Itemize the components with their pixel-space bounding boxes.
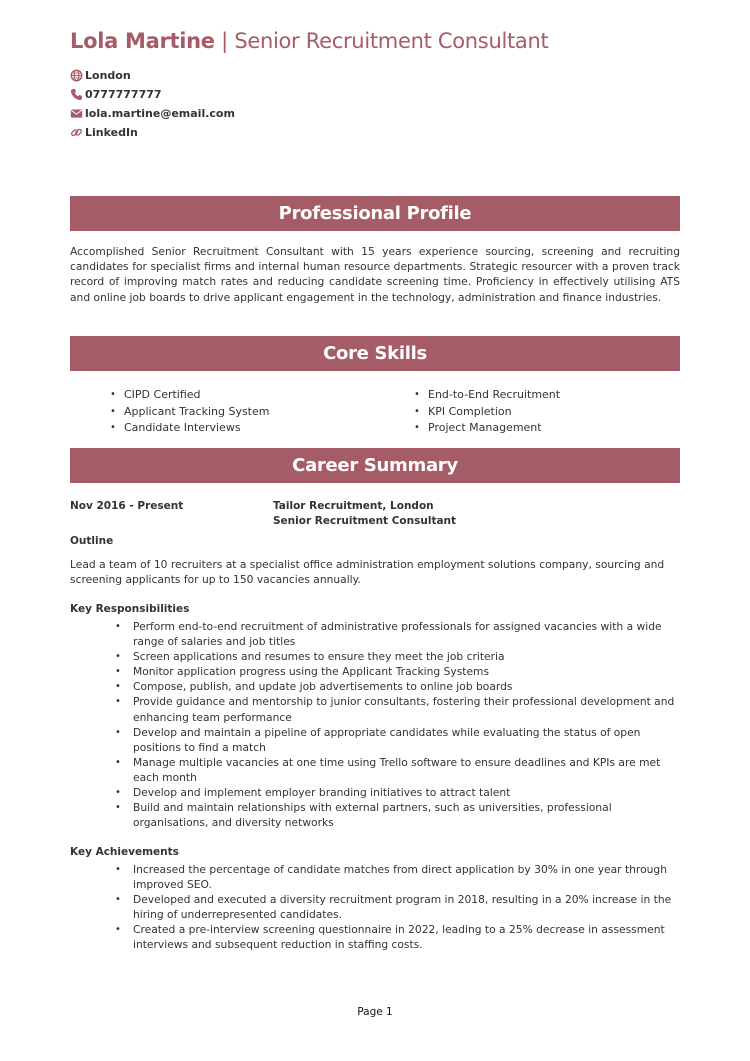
list-item: • Perform end-to-end recruitment of administrative professionals for assigned vacancies with a wide range of salaries and job titles <box>70 619 678 649</box>
achievements-label: Key Achievements <box>70 846 179 858</box>
envelope-icon <box>70 107 83 120</box>
skill-item: • Candidate Interviews <box>110 420 269 437</box>
contact-phone-text: 0777777777 <box>85 88 162 101</box>
skill-item: • Project Management <box>414 420 560 437</box>
contact-linkedin-text[interactable]: LinkedIn <box>85 126 138 139</box>
list-item: • Compose, publish, and update job advertisements to online job boards <box>70 679 678 694</box>
outline-text: Lead a team of 10 recruiters at a specialist office administration employment solutions company, sourcing and screening applicants for up to 150 vacancies annually. <box>70 558 665 587</box>
list-item: • Screen applications and resumes to ensure they meet the job criteria <box>70 649 678 664</box>
list-item: • Build and maintain relationships with external partners, such as universities, professional organisations, and diversity networks <box>70 800 678 830</box>
contact-linkedin[interactable] <box>70 123 235 142</box>
title-separator: | <box>221 29 228 53</box>
achievements-list <box>70 862 680 953</box>
header-title <box>70 29 548 53</box>
skills-column-right <box>414 387 560 437</box>
skill-item: • Applicant Tracking System <box>110 404 269 421</box>
skill-item: • KPI Completion <box>414 404 560 421</box>
candidate-name: Lola Martine <box>70 29 215 53</box>
job-date: Nov 2016 - Present <box>70 500 184 512</box>
skills-heading: Core Skills <box>70 336 680 371</box>
list-item: • Develop and implement employer branding initiatives to attract talent <box>70 785 678 800</box>
responsibilities-label: Key Responsibilities <box>70 603 190 615</box>
contact-email[interactable] <box>70 104 235 123</box>
contact-email-text[interactable]: lola.martine@email.com <box>85 107 235 120</box>
responsibilities-list <box>70 619 680 830</box>
contact-phone <box>70 85 235 104</box>
skill-item: • CIPD Certified <box>110 387 269 404</box>
contact-list <box>70 66 235 142</box>
list-item: • Provide guidance and mentorship to junior consultants, fostering their professional development and enhancing team performance <box>70 694 678 724</box>
list-item: • Monitor application progress using the Applicant Tracking Systems <box>70 664 678 679</box>
candidate-title: Senior Recruitment Consultant <box>234 29 549 53</box>
profile-text: Accomplished Senior Recruitment Consultant with 15 years experience sourcing, screening and recruiting candidates for specialist firms and internal human resource departments. Strategic resourcer with a proven track record of improving match rates and reducing candidate screening time. Proficiency in effectively utilising ATS and online job boards to drive applicant engagement in the technology, administration and finance industries. <box>70 245 680 304</box>
job-company: Tailor Recruitment, London <box>273 500 434 512</box>
profile-heading: Professional Profile <box>70 196 680 231</box>
list-item: • Created a pre-interview screening questionnaire in 2022, leading to a 25% decrease in assessment interviews and subsequent reduction in staffing costs. <box>70 922 678 952</box>
outline-label: Outline <box>70 535 114 547</box>
phone-icon <box>70 88 83 101</box>
list-item: • Developed and executed a diversity recruitment program in 2018, resulting in a 20% increase in the hiring of underrepresented candidates. <box>70 892 678 922</box>
list-item: • Increased the percentage of candidate matches from direct application by 30% in one year through improved SEO. <box>70 862 678 892</box>
contact-location <box>70 66 235 85</box>
contact-location-text: London <box>85 69 131 82</box>
link-icon <box>70 126 83 139</box>
career-heading: Career Summary <box>70 448 680 483</box>
globe-icon <box>70 69 83 82</box>
job-title: Senior Recruitment Consultant <box>273 515 457 527</box>
page-number: Page 1 <box>357 1006 393 1018</box>
skills-column-left <box>110 387 269 437</box>
list-item: • Develop and maintain a pipeline of appropriate candidates while evaluating the status of open positions to find a match <box>70 725 678 755</box>
list-item: • Manage multiple vacancies at one time using Trello software to ensure deadlines and KPIs are met each month <box>70 755 678 785</box>
skill-item: • End-to-End Recruitment <box>414 387 560 404</box>
